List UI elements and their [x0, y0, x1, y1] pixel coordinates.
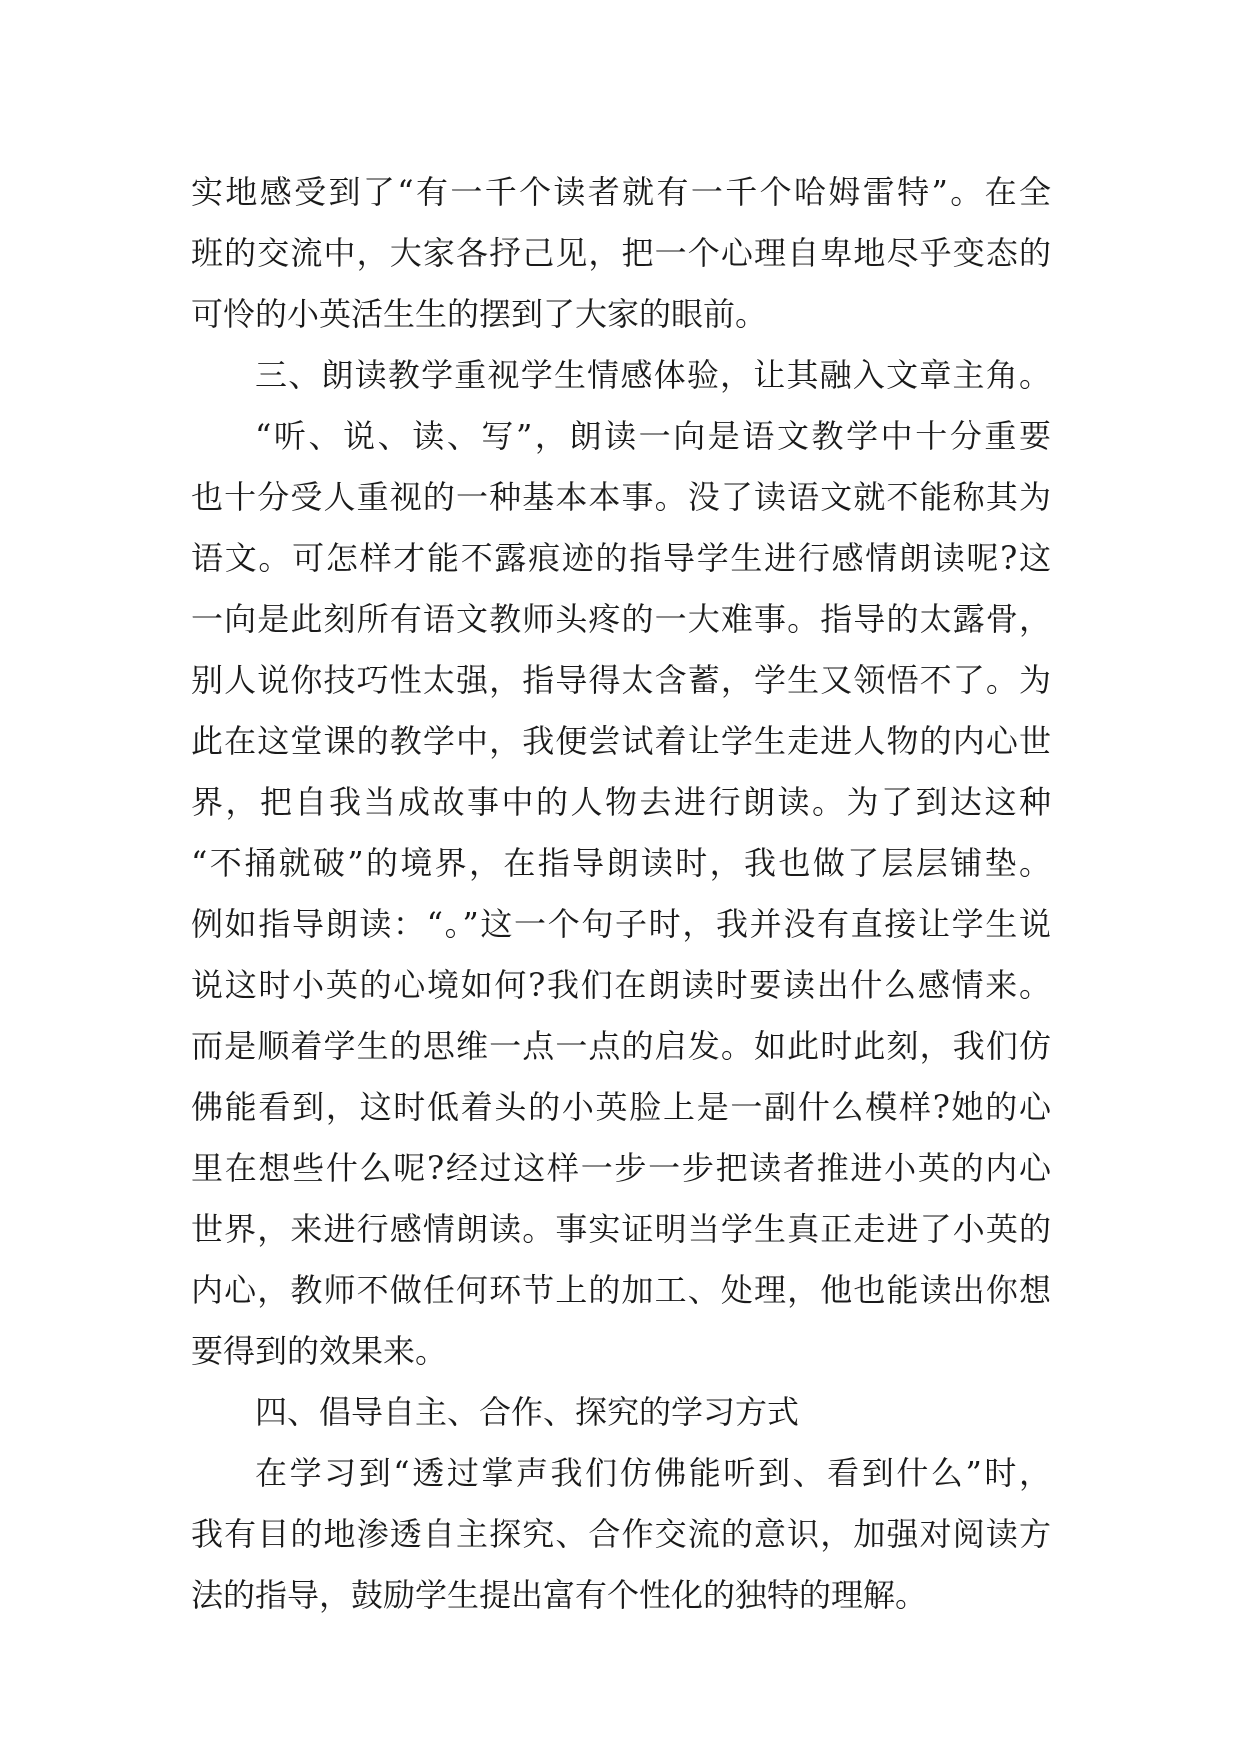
text-line: “听、说、读、写”，朗读一向是语文教学中十分重要 [255, 417, 1051, 455]
text-line: 要得到的效果来。 [191, 1332, 448, 1370]
text-line: 佛能看到，这时低着头的小英脸上是一副什么模样?她的心 [191, 1088, 1051, 1126]
text-line: 里在想些什么呢?经过这样一步一步把读者推进小英的内心 [191, 1149, 1051, 1187]
text-line: 我有目的地渗透自主探究、合作交流的意识，加强对阅读方 [191, 1515, 1051, 1553]
text-line: 法的指导，鼓励学生提出富有个性化的独特的理解。 [191, 1576, 928, 1614]
text-line: 实地感受到了“有一千个读者就有一千个哈姆雷特”。在全 [191, 173, 1051, 211]
section-heading-3: 三、朗读教学重视学生情感体验，让其融入文章主角。 [255, 356, 1051, 394]
text-line: 可怜的小英活生生的摆到了大家的眼前。 [191, 295, 768, 333]
text-line: 别人说你技巧性太强，指导得太含蓄，学生又领悟不了。为 [191, 661, 1051, 699]
text-line: 例如指导朗读：“。”这一个句子时，我并没有直接让学生说 [191, 905, 1051, 943]
text-line: 一向是此刻所有语文教师头疼的一大难事。指导的太露骨， [191, 600, 1051, 638]
text-line: 世界，来进行感情朗读。事实证明当学生真正走进了小英的 [191, 1210, 1051, 1248]
document-body [191, 162, 1051, 1626]
text-line: 也十分受人重视的一种基本本事。没了读语文就不能称其为 [191, 478, 1051, 516]
text-line: 内心，教师不做任何环节上的加工、处理，他也能读出你想 [191, 1271, 1051, 1309]
text-line: 班的交流中，大家各抒己见，把一个心理自卑地尽乎变态的 [191, 234, 1051, 272]
text-line: 语文。可怎样才能不露痕迹的指导学生进行感情朗读呢?这 [191, 539, 1051, 577]
text-line: “不捅就破”的境界，在指导朗读时，我也做了层层铺垫。 [191, 844, 1051, 882]
section-heading-4: 四、倡导自主、合作、探究的学习方式 [255, 1393, 800, 1431]
text-line: 界，把自我当成故事中的人物去进行朗读。为了到达这种 [191, 783, 1051, 821]
text-line: 此在这堂课的教学中，我便尝试着让学生走进人物的内心世 [191, 722, 1051, 760]
text-line: 说这时小英的心境如何?我们在朗读时要读出什么感情来。 [191, 966, 1051, 1004]
text-line: 而是顺着学生的思维一点一点的启发。如此时此刻，我们仿 [191, 1027, 1051, 1065]
text-line: 在学习到“透过掌声我们仿佛能听到、看到什么”时， [255, 1454, 1051, 1492]
